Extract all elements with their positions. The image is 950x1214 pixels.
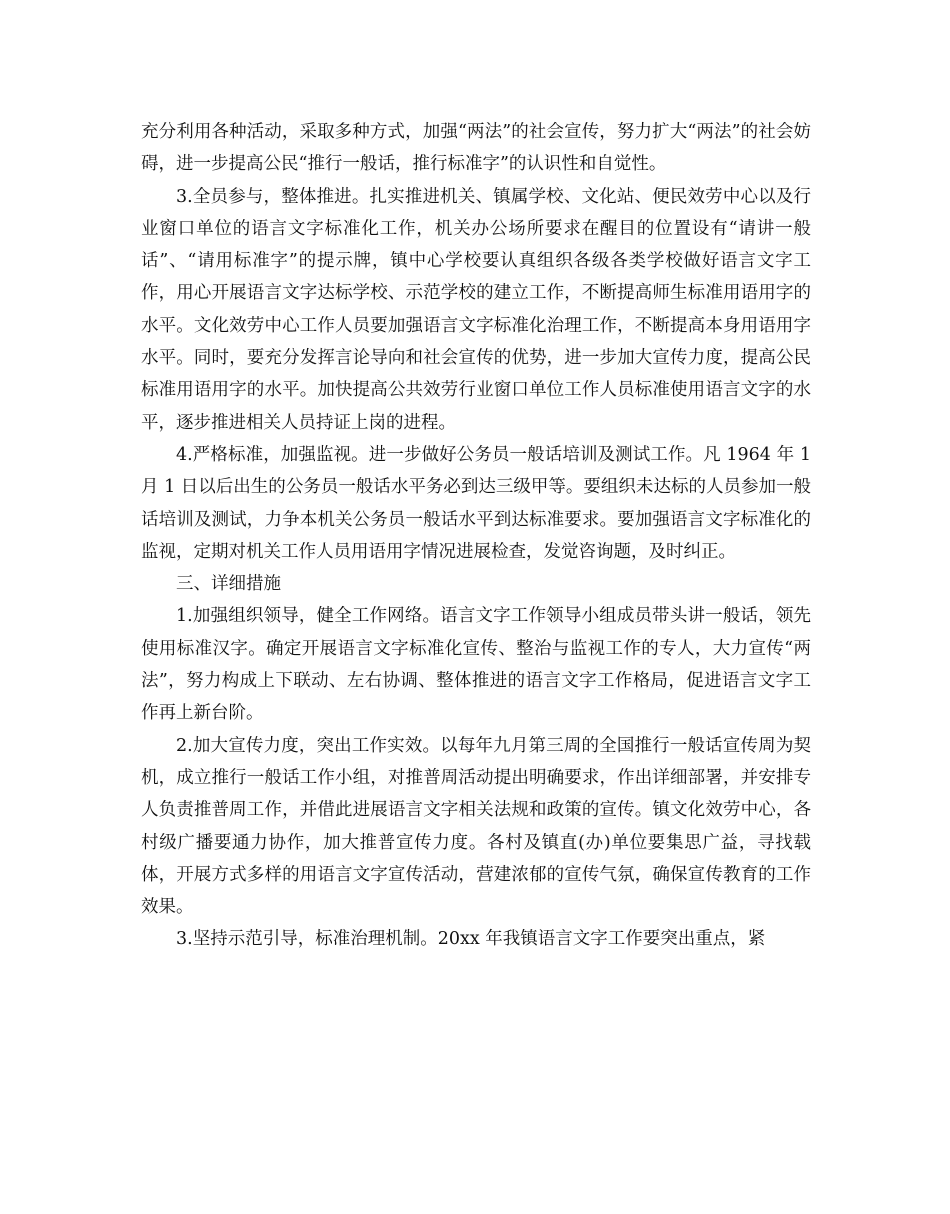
document-body [141,116,811,956]
paragraph-5: 2.加大宣传力度，突出工作实效。以每年九月第三周的全国推行一般话宣传周为契机，成立推行一般话工作小组，对推普周活动提出明确要求，作出详细部署，并安排专人负责推普周工作，并借此进展语言文字相关法规和政策的宣传。镇文化效劳中心，各村级广播要通力协作，加大推普宣传力度。各村及镇直(办)单位要集思广益，寻找载体，开展方式多样的用语言文字宣传活动，营建浓郁的宣传气氛，确保宣传教育的工作效果。 [141,735,811,918]
paragraph-4: 1.加强组织领导，健全工作网络。语言文字工作领导小组成员带头讲一般话，领先使用标准汉字。确定开展语言文字标准化宣传、整治与监视工作的专人，大力宣传“两法”，努力构成上下联动、左右协调、整体推进的语言文字工作格局，促进语言文字工作再上新台阶。 [141,606,811,724]
paragraph-2: 3.全员参与，整体推进。扎实推进机关、镇属学校、文化站、便民效劳中心以及行业窗口单位的语言文字标准化工作，机关办公场所要求在醒目的位置设有“请讲一般话”、“请用标准字”的提示牌，镇中心学校要认真组织各级各类学校做好语言文字工作，用心开展语言文字达标学校、示范学校的建立工作，不断提高师生标准用语用字的水平。文化效劳中心工作人员要加强语言文字标准化治理工作，不断提高本身用语用字水平。同时，要充分发挥言论导向和社会宣传的优势，进一步加大宣传力度，提高公民标准用语用字的水平。加快提高公共效劳行业窗口单位工作人员标准使用语言文字的水平，逐步推进相关人员持证上岗的进程。 [141,186,811,433]
paragraph-6: 3.坚持示范引导，标准治理机制。20xx 年我镇语言文字工作要突出重点，紧 [176,929,766,950]
paragraph-3: 4.严格标准，加强监视。进一步做好公务员一般话培训及测试工作。凡 1964 年 1 月 1 日以后出生的公务员一般话水平务必到达三级甲等。要组织未达标的人员参加一般话培训及测试，力争本机关公务员一般话水平到达标准要求。要加强语言文字标准化的监视，定期对机关工作人员用语用字情况进展检查，发觉咨询题，及时纠正。 [141,444,811,562]
paragraph-1: 充分利用各种活动，采取多种方式，加强“两法”的社会宣传，努力扩大“两法”的社会妨碍，进一步提高公民“推行一般话，推行标准字”的认识性和自觉性。 [141,122,811,175]
section-heading: 三、详细措施 [176,574,281,595]
